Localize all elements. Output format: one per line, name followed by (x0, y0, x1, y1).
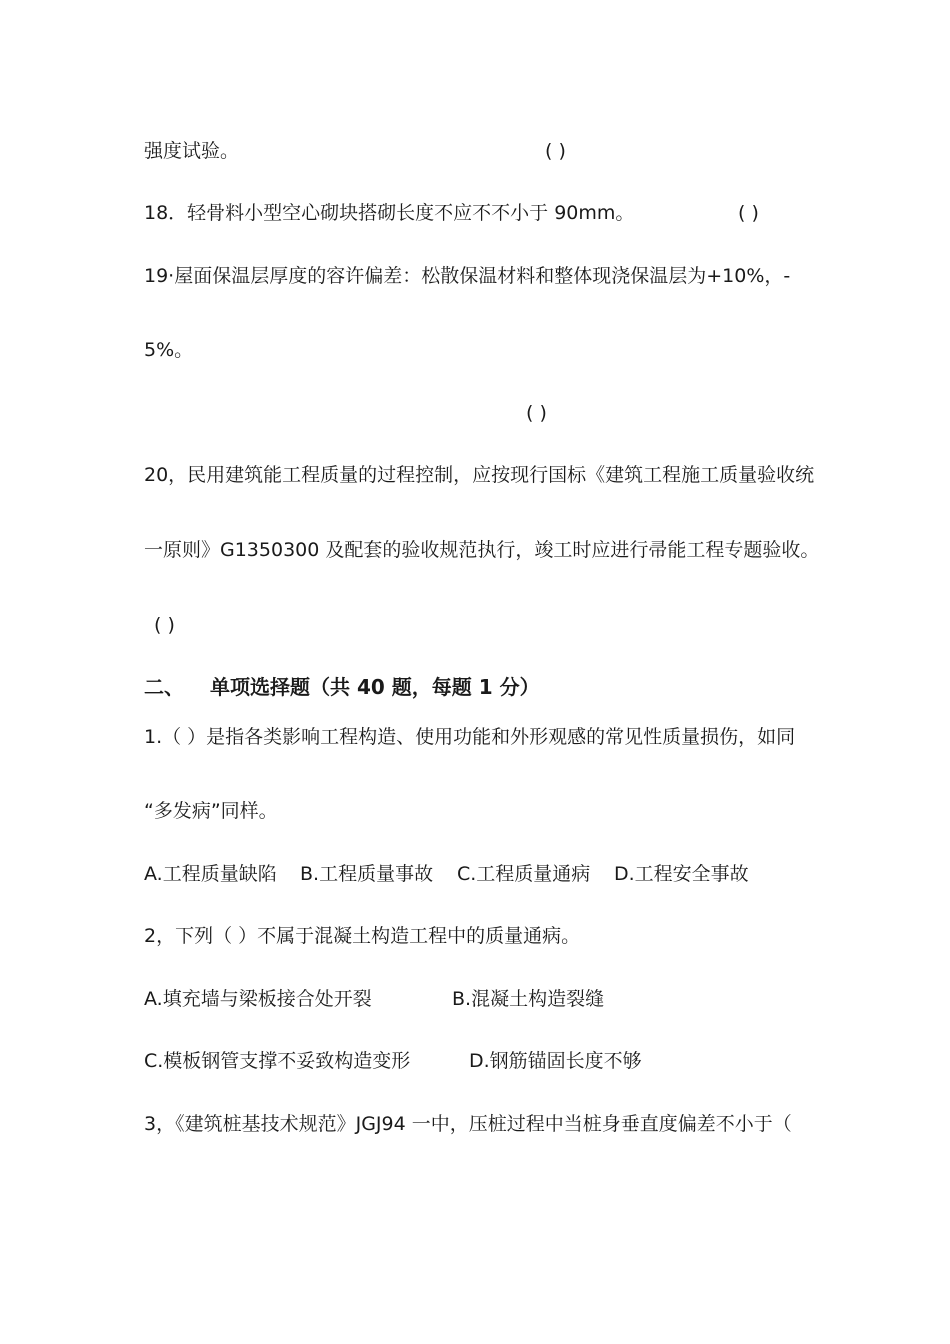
question-20-line2: 一原则》G1350300 及配套的验收规范执行，竣工时应进行帚能工程专题验收。 (144, 539, 820, 561)
section-heading (144, 673, 540, 701)
question-19-line1: 19·屋面保温层厚度的容许偏差：松散保温材料和整体现浇保温层为+10%，- (144, 265, 791, 287)
question-3-stem: 3，《建筑桩基技术规范》JGJ94 一中，压桩过程中当桩身垂直度偏差不小于（ (144, 1113, 792, 1135)
question-19-line2: 5%。 (144, 339, 194, 361)
q2-option-b: B.混凝土构造裂缝 (452, 988, 605, 1010)
question-2-stem: 2，下列（ ）不属于混凝土构造工程中的质量通病。 (144, 925, 581, 947)
answer-blank: ( ) (738, 202, 759, 224)
question-20-line1: 20，民用建筑能工程质量的过程控制，应按现行国标《建筑工程施工质量验收统 (144, 464, 815, 486)
question-18: 18．轻骨料小型空心砌块搭砌长度不应不不小于 90mm。 (144, 202, 635, 224)
section-number: 二、 (144, 675, 184, 699)
q1-option-b: B.工程质量事故 (300, 863, 434, 885)
q2-option-d: D.钢筋锚固长度不够 (469, 1050, 642, 1072)
answer-blank: ( ) (545, 140, 566, 162)
question-1-stem-line1: 1.（ ）是指各类影响工程构造、使用功能和外形观感的常见性质量损伤，如同 (144, 726, 796, 748)
section-title: 单项选择题（共 40 题，每题 1 分） (210, 675, 540, 699)
answer-blank: ( ) (526, 402, 547, 424)
q2-option-c: C.模板钢管支撑不妥致构造变形 (144, 1050, 411, 1072)
question-1-stem-line2: “多发病”同样。 (144, 800, 278, 822)
q1-option-d: D.工程安全事故 (614, 863, 749, 885)
q1-option-c: C.工程质量通病 (457, 863, 591, 885)
text-line-strength-test: 强度试验。 (144, 140, 240, 162)
q1-option-a: A.工程质量缺陷 (144, 863, 277, 885)
answer-blank: ( ) (154, 614, 175, 636)
q2-option-a: A.填充墙与梁板接合处开裂 (144, 988, 372, 1010)
